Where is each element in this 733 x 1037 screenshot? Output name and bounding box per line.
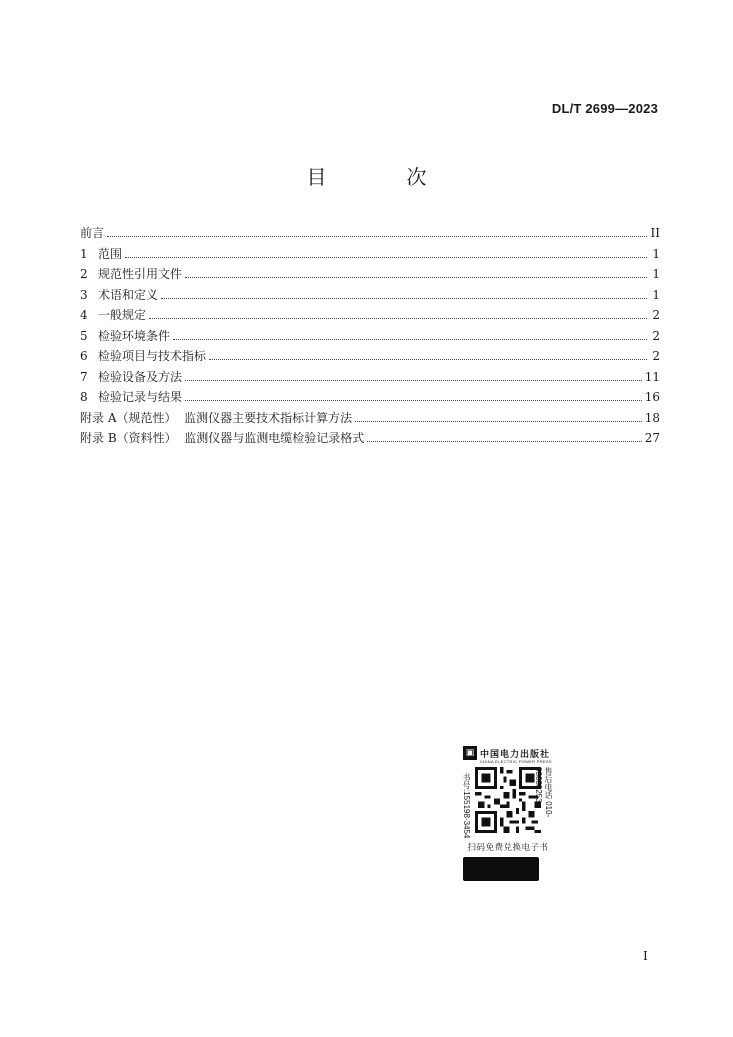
toc-entry-title: 检验环境条件 [98,328,171,343]
book-number: 书号:155198·3454 [462,773,471,839]
toc-leader-dots [125,256,647,258]
toc-entry-label [80,265,182,282]
toc-entry-label [80,388,182,405]
toc-leader-dots [161,297,647,299]
page-number: I [643,949,648,963]
toc-entry-page: 18 [644,410,660,425]
toc-entry-title: 术语和定义 [98,287,159,302]
toc-entry-page: II [650,226,660,240]
toc-entry-title: 范围 [98,246,123,261]
toc-entry[interactable] [80,347,660,368]
toc-entry-page: 1 [652,246,660,261]
toc-entry-number: 2 [80,267,88,281]
redaction-label [463,857,539,881]
toc-entry-number: 5 [80,328,88,343]
toc-leader-dots [185,379,642,381]
toc-entry[interactable] [80,368,660,389]
toc-entry-title: 检验记录与结果 [98,390,183,404]
qr-code-icon[interactable] [475,767,541,833]
toc-leader-dots [209,358,647,360]
toc-entry-page: 2 [652,349,660,363]
sales-phone: 售后电话 010-63683253 [534,767,553,818]
toc-entry-title: 检验项目与技术指标 [98,349,207,363]
toc-entry-label [80,327,170,344]
toc-entry-title: 规范性引用文件 [98,267,183,281]
toc-entry-label [80,306,146,323]
toc-leader-dots [185,276,647,278]
toc-entry-title: 附录 B（资料性） 监测仪器与监测电缆检验记录格式 [80,431,365,445]
publisher-english-name: CHINA ELECTRIC POWER PRESS [480,759,552,764]
publisher-name: 中国电力出版社 [480,749,551,760]
toc-entry[interactable] [80,409,660,430]
toc-entry-title: 一般规定 [98,308,147,322]
toc-entry-number: 8 [80,390,88,404]
qr-caption: 扫码免费兑换电子书 [467,843,549,853]
toc-entry-page: 2 [652,308,660,322]
toc-entry-label [80,286,158,303]
toc-entry-page: 1 [652,287,660,302]
toc-entry[interactable] [80,388,660,409]
page-title: 目 次 [306,165,457,189]
toc-entry-number: 6 [80,349,88,363]
toc-leader-dots [355,420,642,422]
toc-entry[interactable] [80,224,660,245]
qr-card [463,745,553,885]
toc-entry-page: 16 [644,390,660,404]
toc-entry[interactable] [80,429,660,450]
toc-entry[interactable] [80,265,660,286]
toc-entry[interactable] [80,327,660,348]
toc-entry-title: 附录 A（规范性） 监测仪器主要技术指标计算方法 [80,410,353,425]
toc-entry-title: 检验设备及方法 [98,369,183,384]
standard-code: DL/T 2699—2023 [551,101,658,116]
toc-entry-title: 前言 [80,226,105,240]
toc-entry-label [80,224,104,241]
publisher-logo-icon: ▣ [463,746,477,760]
toc-entry-label [80,368,182,385]
toc-entry-label [80,245,122,262]
toc-entry-page: 27 [644,431,660,445]
toc-entry[interactable] [80,245,660,266]
toc-leader-dots [367,440,641,442]
toc-entry-number: 7 [80,369,88,384]
toc-entry-number: 3 [80,287,88,302]
toc-entry-page: 2 [652,328,660,343]
toc-entry-number: 4 [80,308,88,322]
toc-entry[interactable] [80,286,660,307]
toc-leader-dots [185,399,642,401]
toc-entry-page: 1 [652,267,660,281]
toc-entry-label [80,429,364,446]
toc-entry-number: 1 [80,246,88,261]
toc-leader-dots [149,317,647,319]
toc-entry[interactable] [80,306,660,327]
toc-entry-label [80,409,352,426]
table-of-contents [80,224,660,450]
toc-entry-label [80,347,206,364]
toc-leader-dots [173,338,647,340]
toc-entry-page: 11 [644,369,660,384]
toc-leader-dots [107,235,647,237]
